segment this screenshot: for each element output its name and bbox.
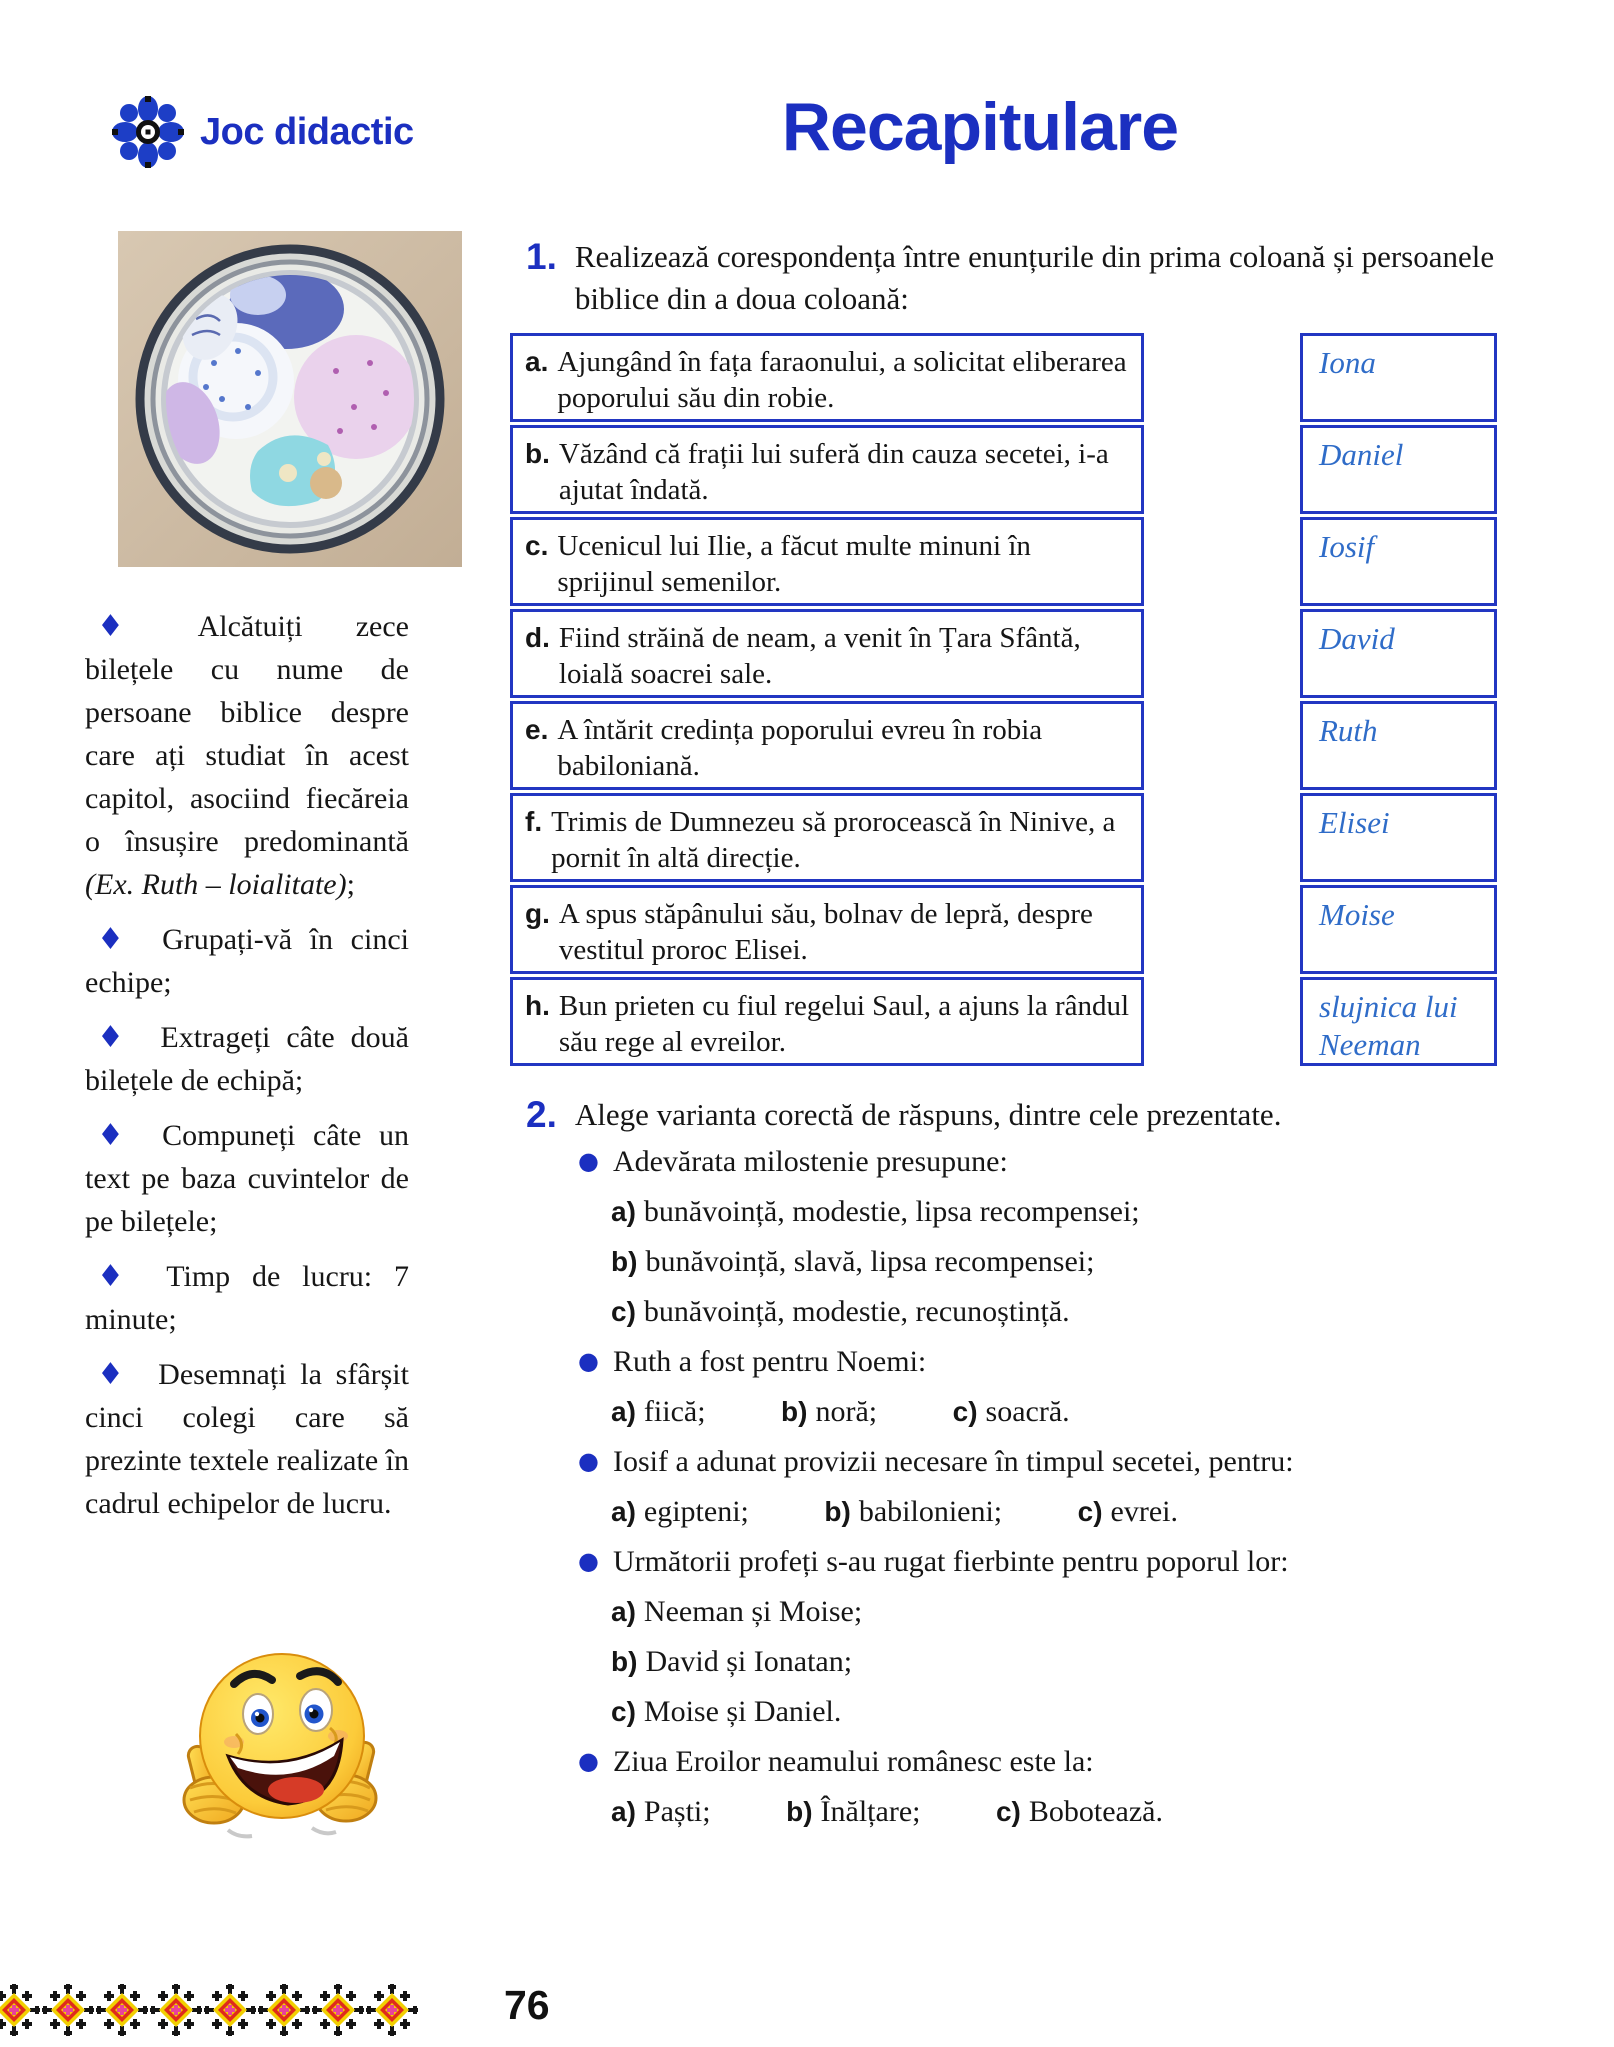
- option-item: [611, 1695, 1588, 1728]
- option-item: [781, 1395, 877, 1428]
- name-box: Iona: [1300, 333, 1497, 422]
- statement-row: [510, 885, 1144, 974]
- name-box: Daniel: [1300, 425, 1497, 514]
- folk-motif-icon: [96, 1984, 148, 2036]
- instruction-item: [85, 1016, 409, 1102]
- exercise2-number: 2.: [526, 1094, 557, 1135]
- statement-row: [510, 609, 1144, 698]
- question-text: Ruth a fost pentru Noemi:: [612, 1345, 927, 1378]
- statement-text: Bun prieten cu fiul regelui Saul, a ajuns la rândul său rege al evreilor.: [558, 990, 1130, 1058]
- statement-letter: d.: [525, 622, 550, 653]
- statement-text: Ajungând în fața faraonului, a solicitat eliberarea poporului său din robie.: [557, 346, 1127, 414]
- folk-motif-icon: [204, 1984, 256, 2036]
- option-item: [611, 1195, 1588, 1228]
- option-text: evrei.: [1110, 1495, 1179, 1528]
- option-item: [824, 1495, 1002, 1528]
- option-letter: c): [952, 1396, 978, 1427]
- instruction-text: Compuneți câte un text pe baza cuvintelor de pe bilețele;: [85, 1119, 409, 1238]
- option-item: [996, 1795, 1163, 1828]
- folk-motif-icon: [42, 1984, 94, 2036]
- question-text: Adevărata milostenie presupune:: [612, 1145, 1008, 1178]
- instruction-item: [85, 1353, 409, 1525]
- footer-ornament-row: [0, 1984, 418, 2036]
- diamond-icon: ♦: [97, 1020, 133, 1055]
- option-item: [611, 1245, 1588, 1278]
- instruction-text: Timp de lucru: 7 minute;: [85, 1260, 409, 1336]
- exercise1-heading: [526, 236, 1505, 320]
- diamond-icon: ♦: [97, 922, 135, 957]
- name-box: Moise: [1300, 885, 1497, 974]
- name-box: slujnica lui Neeman: [1300, 977, 1497, 1066]
- option-text: noră;: [815, 1395, 878, 1428]
- option-letter: b): [786, 1796, 813, 1827]
- statement-text: Fiind străină de neam, a venit în Țara Sfântă, loială soacrei sale.: [558, 622, 1081, 690]
- statement-row: [510, 333, 1144, 422]
- statement-letter: a.: [525, 346, 549, 377]
- header-badge: [112, 96, 414, 168]
- diamond-icon: ♦: [97, 1259, 139, 1294]
- statement-row: [510, 425, 1144, 514]
- option-item: [611, 1645, 1588, 1678]
- bullet-icon: ●: [578, 1747, 599, 1775]
- bullet-icon: ●: [578, 1347, 599, 1375]
- instruction-text: Extrageți câte două bilețele de echipă;: [85, 1021, 409, 1097]
- option-text: soacră.: [985, 1395, 1070, 1428]
- statement-letter: g.: [525, 898, 550, 929]
- option-item: [611, 1795, 711, 1828]
- instruction-text: Grupați-vă în cinci echipe;: [85, 923, 409, 999]
- diamond-icon: ♦: [97, 1118, 135, 1153]
- statement-letter: h.: [525, 990, 550, 1021]
- name-box: Iosif: [1300, 517, 1497, 606]
- jar-photo-image: [118, 231, 462, 567]
- folk-motif-icon: [150, 1984, 202, 2036]
- instructions-list: [85, 605, 409, 1537]
- option-letter: a): [611, 1396, 636, 1427]
- folk-flower-icon: [112, 96, 184, 168]
- option-letter: c): [611, 1296, 636, 1327]
- instruction-item: [85, 605, 409, 906]
- option-text: bunăvoință, modestie, recunoștință.: [643, 1295, 1070, 1328]
- option-item: [611, 1295, 1588, 1328]
- instruction-item: [85, 1255, 409, 1341]
- statement-row: [510, 977, 1144, 1066]
- name-box: Elisei: [1300, 793, 1497, 882]
- smiley-thumbs-up-image: [170, 1638, 392, 1860]
- diamond-icon: ♦: [97, 1357, 131, 1392]
- statement-text: Văzând că frații lui suferă din cauza secetei, i-a ajutat îndată.: [558, 438, 1109, 506]
- instruction-text: Alcătuiți zece bilețele cu nume de persoane biblice despre care ați studiat în acest capitol, asociind fiecăreia o însușire predominantă: [85, 610, 409, 858]
- option-text: babilonieni;: [858, 1495, 1003, 1528]
- question-text: Ziua Eroilor neamului românesc este la:: [612, 1745, 1094, 1778]
- statement-letter: c.: [525, 530, 549, 561]
- instruction-text-italic: (Ex. Ruth – loialitate): [85, 868, 347, 901]
- exercise2-prompt: Alege varianta corectă de răspuns, dintre cele prezentate.: [574, 1097, 1282, 1132]
- option-letter: b): [781, 1396, 808, 1427]
- name-box: Ruth: [1300, 701, 1497, 790]
- statement-text: A întărit credința poporului evreu în robia babiloniană.: [557, 714, 1043, 782]
- option-text: Înălțare;: [820, 1795, 921, 1828]
- folk-motif-icon: [258, 1984, 310, 2036]
- option-text: Moise și Daniel.: [643, 1695, 842, 1728]
- option-text: Paști;: [643, 1795, 711, 1828]
- option-letter: a): [611, 1196, 636, 1227]
- question-text: Următorii profeți s-au rugat fierbinte pentru poporul lor:: [612, 1545, 1289, 1578]
- statement-text: Trimis de Dumnezeu să prorocească în Ninive, a pornit în altă direcție.: [551, 806, 1116, 874]
- statement-row: [510, 793, 1144, 882]
- option-letter: c): [995, 1796, 1021, 1827]
- exercise2-heading: [526, 1094, 1505, 1136]
- name-box: David: [1300, 609, 1497, 698]
- option-item: [1078, 1495, 1178, 1528]
- option-text: bunăvoință, modestie, lipsa recompensei;: [643, 1195, 1140, 1228]
- question-text: Iosif a adunat provizii necesare în timpul secetei, pentru:: [612, 1445, 1294, 1478]
- question-block: [578, 1145, 1588, 1328]
- statement-letter: f.: [525, 806, 543, 837]
- option-text: Neeman și Moise;: [643, 1595, 863, 1628]
- option-letter: b): [611, 1646, 638, 1677]
- option-item: [953, 1395, 1070, 1428]
- option-item: [611, 1395, 706, 1428]
- statement-letter: b.: [525, 438, 550, 469]
- option-letter: b): [611, 1246, 638, 1277]
- question-block: [578, 1745, 1588, 1828]
- page-number: 76: [504, 1982, 550, 2028]
- bullet-icon: ●: [578, 1147, 599, 1175]
- option-text: fiică;: [643, 1395, 706, 1428]
- bullet-icon: ●: [578, 1547, 599, 1575]
- question-block: [578, 1545, 1588, 1728]
- diamond-icon: ♦: [97, 609, 170, 644]
- statement-text: Ucenicul lui Ilie, a făcut multe minuni în sprijinul semenilor.: [557, 530, 1031, 598]
- instruction-item: [85, 1114, 409, 1243]
- bullet-icon: ●: [578, 1447, 599, 1475]
- option-text: bunăvoință, slavă, lipsa recompensei;: [645, 1245, 1095, 1278]
- names-column: [1300, 333, 1497, 1069]
- statement-row: [510, 701, 1144, 790]
- option-letter: b): [824, 1496, 851, 1527]
- exercise1-number: 1.: [526, 236, 557, 277]
- option-text: egipteni;: [643, 1495, 749, 1528]
- statements-column: [510, 333, 1144, 1069]
- question-block: [578, 1345, 1588, 1428]
- questions-list: [578, 1145, 1588, 1845]
- question-block: [578, 1445, 1588, 1528]
- option-item: [786, 1795, 920, 1828]
- option-text: David și Ionatan;: [645, 1645, 853, 1678]
- option-letter: c): [1077, 1496, 1103, 1527]
- option-text: Bobotează.: [1028, 1795, 1163, 1828]
- page-title: Recapitulare: [781, 89, 1179, 165]
- folk-motif-icon: [0, 1984, 40, 2036]
- option-letter: a): [611, 1496, 636, 1527]
- folk-motif-icon: [366, 1984, 418, 2036]
- option-item: [611, 1495, 749, 1528]
- option-item: [611, 1595, 1588, 1628]
- exercise1-prompt: Realizează corespondența între enunțurile din prima coloană și persoanele biblice din a doua coloană:: [574, 239, 1495, 316]
- instruction-item: [85, 918, 409, 1004]
- folk-motif-icon: [312, 1984, 364, 2036]
- instruction-text-suffix: ;: [346, 868, 355, 901]
- option-letter: a): [611, 1596, 636, 1627]
- statement-letter: e.: [525, 714, 549, 745]
- statement-row: [510, 517, 1144, 606]
- statement-text: A spus stăpânului său, bolnav de lepră, despre vestitul proroc Elisei.: [558, 898, 1093, 966]
- option-letter: c): [611, 1696, 636, 1727]
- badge-label: Joc didactic: [200, 110, 414, 153]
- option-letter: a): [611, 1796, 636, 1827]
- instruction-text: Desemnați la sfârșit cinci colegi care să prezinte textele realizate în cadrul echipelor de lucru.: [85, 1358, 409, 1520]
